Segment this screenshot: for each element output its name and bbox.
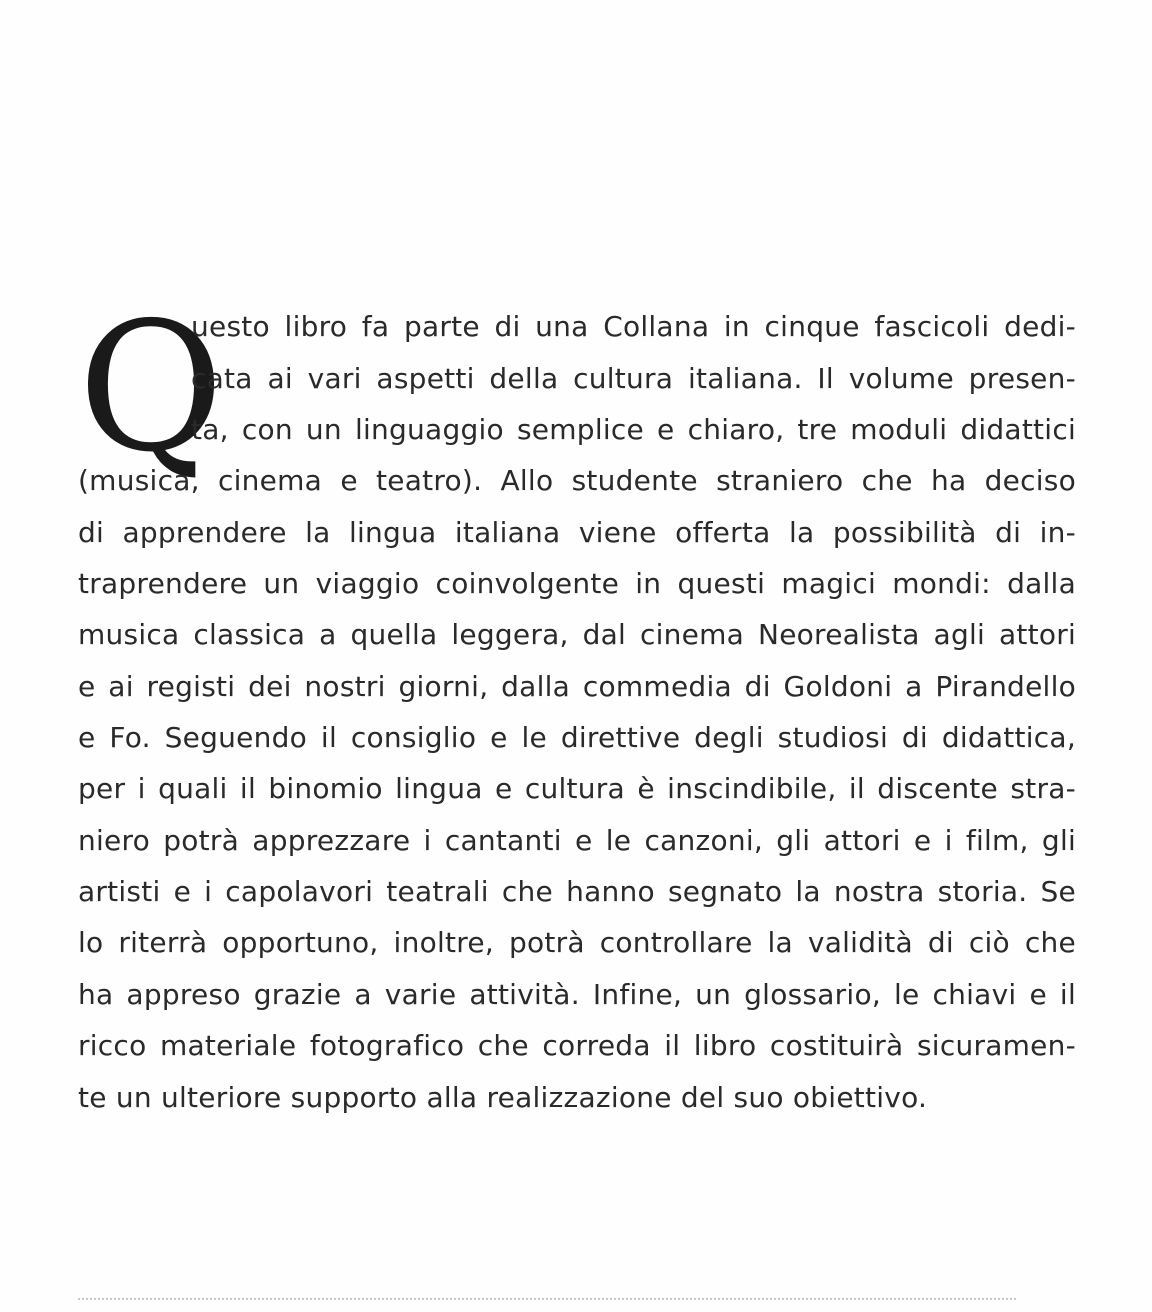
paragraph-line: per i quali il binomio lingua e cultura è inscindibile, il discente stra- bbox=[78, 772, 1076, 805]
paragraph-line: te un ulteriore supporto alla realizzazione del suo obiettivo. bbox=[78, 1081, 928, 1114]
paragraph-line: ta, con un linguaggio semplice e chiaro, tre moduli didattici bbox=[191, 413, 1076, 446]
paragraph-line: uesto libro fa parte di una Collana in cinque fascicoli dedi- bbox=[191, 310, 1076, 343]
drop-cap-letter: Q bbox=[78, 284, 224, 491]
paragraph-line: traprendere un viaggio coinvolgente in questi magici mondi: dalla bbox=[78, 567, 1076, 600]
paragraph-line: lo riterrà opportuno, inoltre, potrà controllare la validità di ciò che bbox=[78, 926, 1076, 959]
paragraph-line: artisti e i capolavori teatrali che hanno segnato la nostra storia. Se bbox=[78, 875, 1076, 908]
paragraph-line: niero potrà apprezzare i cantanti e le canzoni, gli attori e i film, gli bbox=[78, 824, 1076, 857]
paragraph-line: e ai registi dei nostri giorni, dalla commedia di Goldoni a Pirandello bbox=[78, 670, 1076, 703]
paragraph-line: (musica, cinema e teatro). Allo studente straniero che ha deciso bbox=[78, 464, 1076, 497]
paragraph-line: ricco materiale fotografico che correda il libro costituirà sicuramen- bbox=[78, 1029, 1076, 1062]
paragraph-line: e Fo. Seguendo il consiglio e le direttive degli studiosi di didattica, bbox=[78, 721, 1076, 754]
paragraph-line: cata ai vari aspetti della cultura italiana. Il volume presen- bbox=[191, 362, 1076, 395]
footer-dotted-rule bbox=[78, 1298, 1016, 1300]
paragraph-line: ha appreso grazie a varie attività. Infine, un glossario, le chiavi e il bbox=[78, 978, 1076, 1011]
paragraph-line: di apprendere la lingua italiana viene offerta la possibilità di in- bbox=[78, 516, 1076, 549]
paragraph-line: musica classica a quella leggera, dal cinema Neorealista agli attori bbox=[78, 618, 1076, 651]
